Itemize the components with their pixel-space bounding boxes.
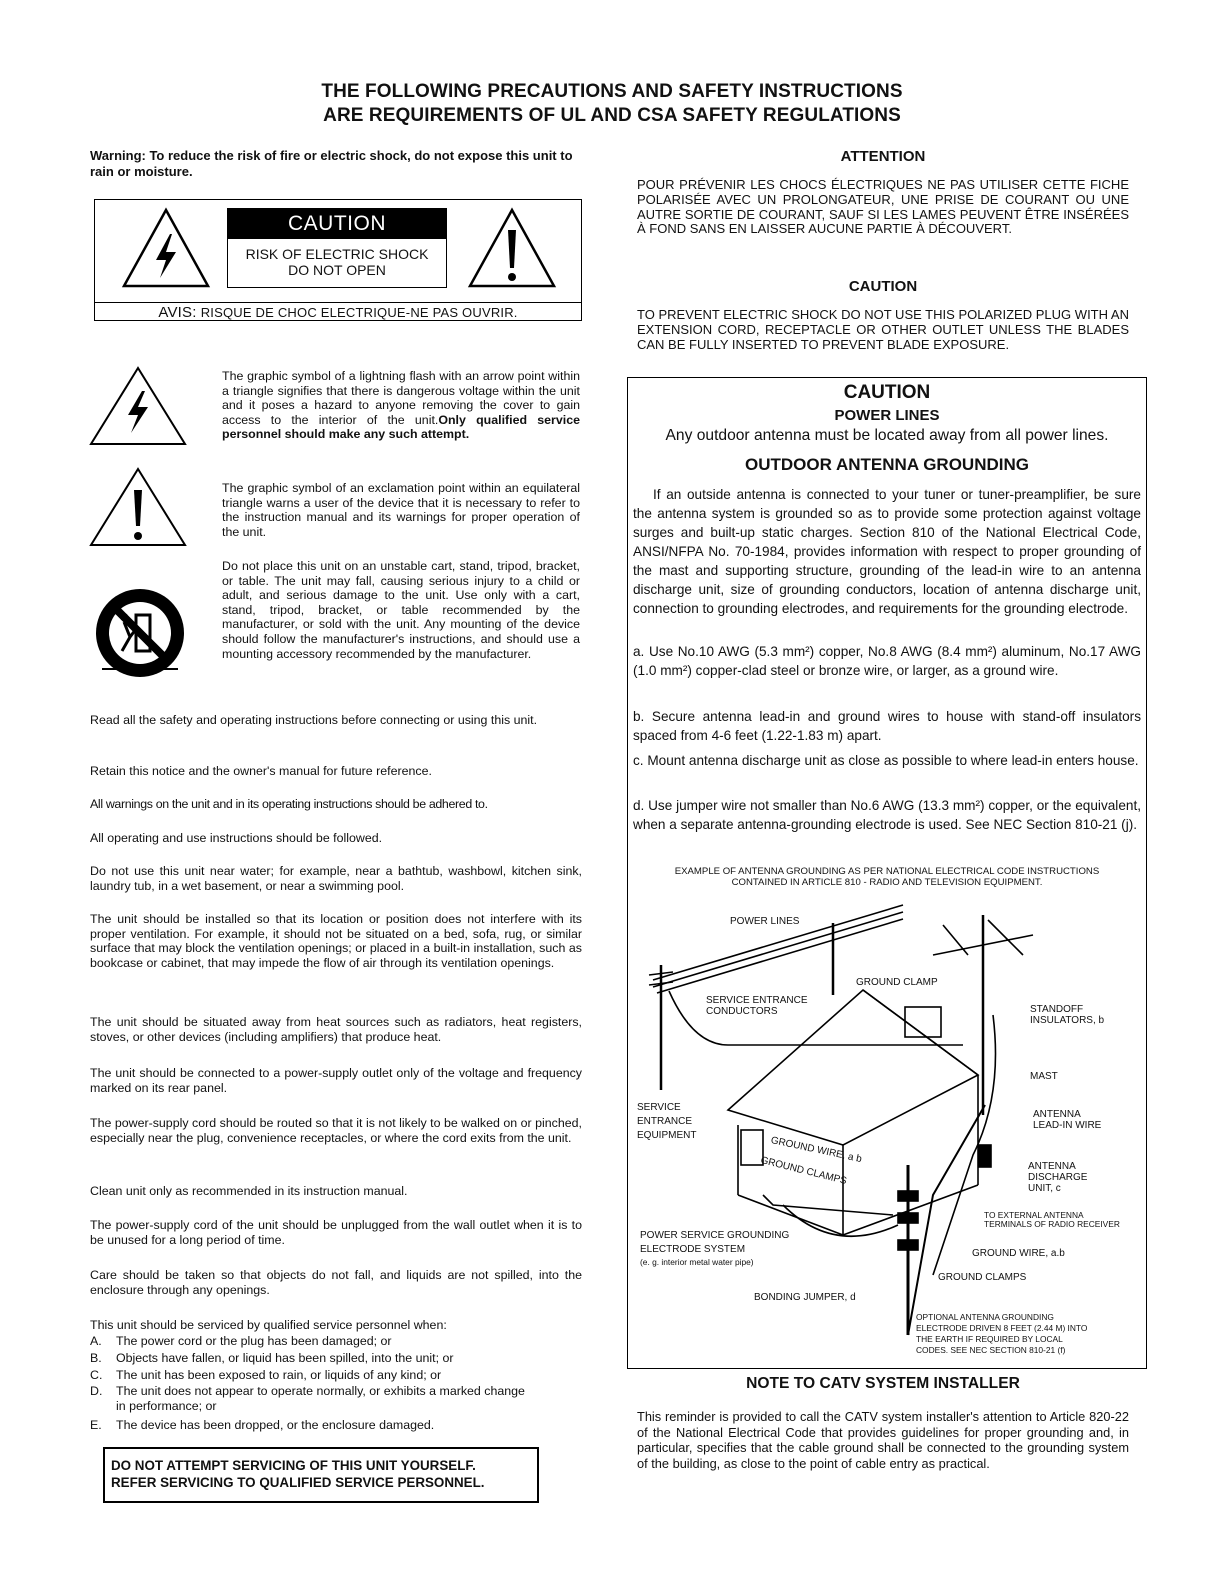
caution-line-2: DO NOT OPEN — [288, 262, 386, 278]
diagram-label: BONDING JUMPER, d — [754, 1292, 856, 1303]
para-unplug: The power-supply cord of the unit should be unplugged from the wall outlet when it is to be unused for a long period of time. — [90, 1218, 582, 1247]
diagram-label: (e. g. interior metal water pipe) — [640, 1257, 754, 1267]
list-item: E. The device has been dropped, or the enclosure damaged. — [90, 1418, 435, 1432]
cart-warning-text: Do not place this unit on an unstable cart, stand, tripod, bracket, or table. The unit may fall, causing serious injury to a child or adult, and serious damage to the unit. Use only with a cart, stand, tripod, bracket, or table recommended by the manufacturer, or sold with the unit. Any mounting of the device should follow the manufacturer's instructions, and should use a mounting accessory recommended by the manufacturer. — [222, 559, 580, 661]
lightning-warning-bold: Only qualified service personnel should make any such attempt. — [222, 412, 580, 442]
caution-heading-right: CAUTION — [848, 278, 918, 295]
grounding-heading: OUTDOOR ANTENNA GROUNDING — [745, 455, 1029, 474]
caution-line-1: RISK OF ELECTRIC SHOCK — [245, 246, 429, 262]
para-retain-notice: Retain this notice and the owner's manual for future reference. — [90, 764, 432, 778]
page-title — [0, 80, 1224, 128]
list-item: B. Objects have fallen, or liquid has been spilled, into the unit; or — [90, 1351, 454, 1365]
exclamation-triangle-icon — [466, 206, 558, 290]
list-item: D. The unit does not appear to operate normally, or exhibits a marked change in performance; or — [90, 1384, 525, 1413]
diagram-label: OPTIONAL ANTENNA GROUNDING — [916, 1312, 1054, 1322]
title-line-1: THE FOLLOWING PRECAUTIONS AND SAFETY INSTRUCTIONS — [321, 81, 903, 102]
para-warnings: All warnings on the unit and in its operating instructions should be adhered to. — [90, 797, 488, 811]
para-objects: Care should be taken so that objects do not fall, and liquids are not spilled, into the enclosure through any openings. — [90, 1268, 582, 1297]
diagram-label: INSULATORS, b — [1030, 1015, 1105, 1026]
attention-text: POUR PRÉVENIR LES CHOCS ÉLECTRIQUES NE PAS UTILISER CETTE FICHE POLARISÉE AVEC UN PROLONGATEUR, UNE PRISE DE COURANT OU UNE AUTRE SORTIE DE COURANT, SAUF SI LES LAMES PEUVENT ÊTRE INSÉRÉES À FOND SANS EN LAISSER AUCUNE PARTIE À DÉCOUVERT. — [637, 177, 1129, 237]
grounding-item-a: a. Use No.10 AWG (5.3 mm²) copper, No.8 AWG (8.4 mm²) aluminum, No.17 AWG (1.0 mm²) copper-clad steel or bronze wire, or larger, as a ground wire. — [633, 644, 1141, 678]
diagram-label: GROUND CLAMPS — [938, 1272, 1027, 1283]
caption-line-1: EXAMPLE OF ANTENNA GROUNDING AS PER NATIONAL ELECTRICAL CODE INSTRUCTIONS — [674, 866, 1100, 877]
list-item: C. The unit has been exposed to rain, or liquids of any kind; or — [90, 1368, 442, 1382]
diagram-label: LEAD-IN WIRE — [1033, 1120, 1102, 1131]
do-not-service-line-1: DO NOT ATTEMPT SERVICING OF THIS UNIT YOURSELF. — [111, 1458, 476, 1473]
warning-text: Warning: To reduce the risk of fire or electric shock, do not expose this unit to rain or moisture. — [90, 148, 573, 179]
diagram-caption — [633, 866, 1141, 888]
diagram-label: POWER SERVICE GROUNDING — [640, 1230, 790, 1241]
para-serviced-when: This unit should be serviced by qualified service personnel when: — [90, 1318, 447, 1332]
power-lines-caution: CAUTION — [843, 382, 931, 403]
caution-text-right: TO PREVENT ELECTRIC SHOCK DO NOT USE THIS POLARIZED PLUG WITH AN EXTENSION CORD, RECEPTACLE OR OTHER OUTLET UNLESS THE BLADES CAN BE FULLY INSERTED TO PREVENT BLADE EXPOSURE. — [637, 307, 1129, 352]
diagram-label: ELECTRODE DRIVEN 8 FEET (2.44 M) INTO — [916, 1323, 1088, 1333]
diagram-label: ENTRANCE — [637, 1116, 693, 1127]
diagram-label: UNIT, c — [1028, 1183, 1061, 1194]
diagram-label: GROUND WIRE, a.b — [972, 1248, 1065, 1259]
diagram-label: POWER LINES — [730, 916, 800, 927]
diagram-label: EQUIPMENT — [637, 1130, 697, 1141]
grounding-item-c: c. Mount antenna discharge unit as close as possible to where lead-in enters house. — [633, 753, 1139, 768]
power-lines-text: Any outdoor antenna must be located away from all power lines. — [665, 427, 1109, 444]
lightning-description: The graphic symbol of a lightning flash with an arrow point within a triangle signifies that there is dangerous voltage within the unit and it poses a hazard to anyone removing the cover to gain access to the interior of the unit. — [222, 369, 580, 427]
para-operating: All operating and use instructions should be followed. — [90, 831, 383, 845]
avis-prefix: AVIS: — [158, 304, 197, 321]
cart-warning-icon — [92, 585, 188, 681]
lightning-triangle-icon — [120, 206, 212, 290]
grounding-item-d: d. Use jumper wire not smaller than No.6 AWG (13.3 mm²) copper, or the equivalent, when a separate antenna-grounding electrode is used. See NEC Section 810-21 (j). — [633, 798, 1141, 832]
diagram-label: CODES. SEE NEC SECTION 810-21 (f) — [916, 1345, 1066, 1355]
diagram-label: GROUND WIRE, a b — [769, 1135, 863, 1166]
do-not-service-line-2: REFER SERVICING TO QUALIFIED SERVICE PERSONNEL. — [111, 1475, 485, 1490]
diagram-label: GROUND CLAMP — [856, 977, 938, 988]
para-ventilation: The unit should be installed so that its location or position does not interfere with its proper ventilation. For example, it should not be situated on a bed, sofa, rug, or similar surface that may block the ventilation openings; or placed in a built-in installation, such as bookcase or cabinet, that may impede the flow of air through its ventilation openings. — [90, 912, 582, 970]
caption-line-2: CONTAINED IN ARTICLE 810 - RADIO AND TELEVISION EQUIPMENT. — [731, 877, 1043, 888]
diagram-label: DISCHARGE — [1028, 1172, 1088, 1183]
lightning-symbol-text — [222, 369, 580, 442]
title-line-2: ARE REQUIREMENTS OF UL AND CSA SAFETY REGULATIONS — [323, 105, 901, 126]
catv-heading: NOTE TO CATV SYSTEM INSTALLER — [746, 1375, 1020, 1392]
power-lines-heading: POWER LINES — [834, 407, 940, 424]
attention-heading: ATTENTION — [840, 148, 926, 165]
diagram-label: THE EARTH IF REQUIRED BY LOCAL — [916, 1334, 1063, 1344]
avis-text — [94, 303, 582, 321]
diagram-label: STANDOFF — [1030, 1004, 1084, 1015]
caution-subtext — [228, 246, 446, 278]
lightning-symbol-icon — [88, 365, 188, 447]
para-power-supply: The unit should be connected to a power-supply outlet only of the voltage and frequency marked on its rear panel. — [90, 1066, 582, 1095]
grounding-intro: If an outside antenna is connected to your tuner or tuner-preamplifier, be sure the antenna system is grounded so as to provide some protection against voltage surges and built-up static charges. Section 810 of the National Electrical Code, ANSI/NFPA No. 70-1984, provides information with respect to proper grounding of the mast and supporting structure, grounding of the lead-in wire to an antenna discharge unit, size of grounding conductors, location of antenna discharge unit, connection to grounding electrodes, and requirements for the grounding electrode. — [633, 487, 1141, 616]
para-water: Do not use this unit near water; for example, near a bathtub, washbowl, kitchen sink, laundry tub, in a wet basement, or near a swimming pool. — [90, 864, 582, 893]
diagram-label: CONDUCTORS — [706, 1006, 778, 1017]
diagram-label: TO EXTERNAL ANTENNA — [984, 1210, 1084, 1220]
avis-body: RISQUE DE CHOC ELECTRIQUE-NE PAS OUVRIR. — [200, 305, 518, 320]
grounding-item-b: b. Secure antenna lead-in and ground wires to house with stand-off insulators spaced from 4-6 feet (1.22-1.83 m) apart. — [633, 709, 1141, 743]
diagram-label: GROUND CLAMPS — [759, 1155, 848, 1188]
para-clean: Clean unit only as recommended in its instruction manual. — [90, 1184, 408, 1198]
exclamation-symbol-icon — [88, 466, 188, 548]
diagram-label: TERMINALS OF RADIO RECEIVER — [984, 1219, 1120, 1229]
diagram-label: SERVICE ENTRANCE — [706, 995, 808, 1006]
diagram-label: ELECTRODE SYSTEM — [640, 1244, 746, 1255]
caution-heading: CAUTION — [228, 209, 446, 239]
para-read-instructions: Read all the safety and operating instructions before connecting or using this unit. — [90, 713, 538, 727]
do-not-service-box — [103, 1447, 539, 1503]
diagram-label: ANTENNA — [1033, 1109, 1081, 1120]
diagram-label: ANTENNA — [1028, 1161, 1076, 1172]
para-heat: The unit should be situated away from heat sources such as radiators, heat registers, stoves, or other devices (including amplifiers) that produce heat. — [90, 1015, 582, 1044]
list-item: A. The power cord or the plug has been damaged; or — [90, 1334, 392, 1348]
diagram-label: MAST — [1030, 1071, 1058, 1082]
exclamation-symbol-text: The graphic symbol of an exclamation point within an equilateral triangle warns a user of the device that it is necessary to refer to the instruction manual and its warnings for proper operation of the unit. — [222, 481, 580, 539]
diagram-label: SERVICE — [637, 1102, 681, 1113]
catv-text: This reminder is provided to call the CATV system installer's attention to Article 820-22 of the National Electrical Code that provides guidelines for proper grounding and, in particular, specifies that the cable ground shall be connected to the grounding system of the building, as close to the point of cable entry as practical. — [637, 1409, 1129, 1471]
para-cord-routing: The power-supply cord should be routed so that it is not likely to be walked on or pinched, especially near the plug, convenience receptacles, or where the cord exits from the unit. — [90, 1116, 582, 1145]
